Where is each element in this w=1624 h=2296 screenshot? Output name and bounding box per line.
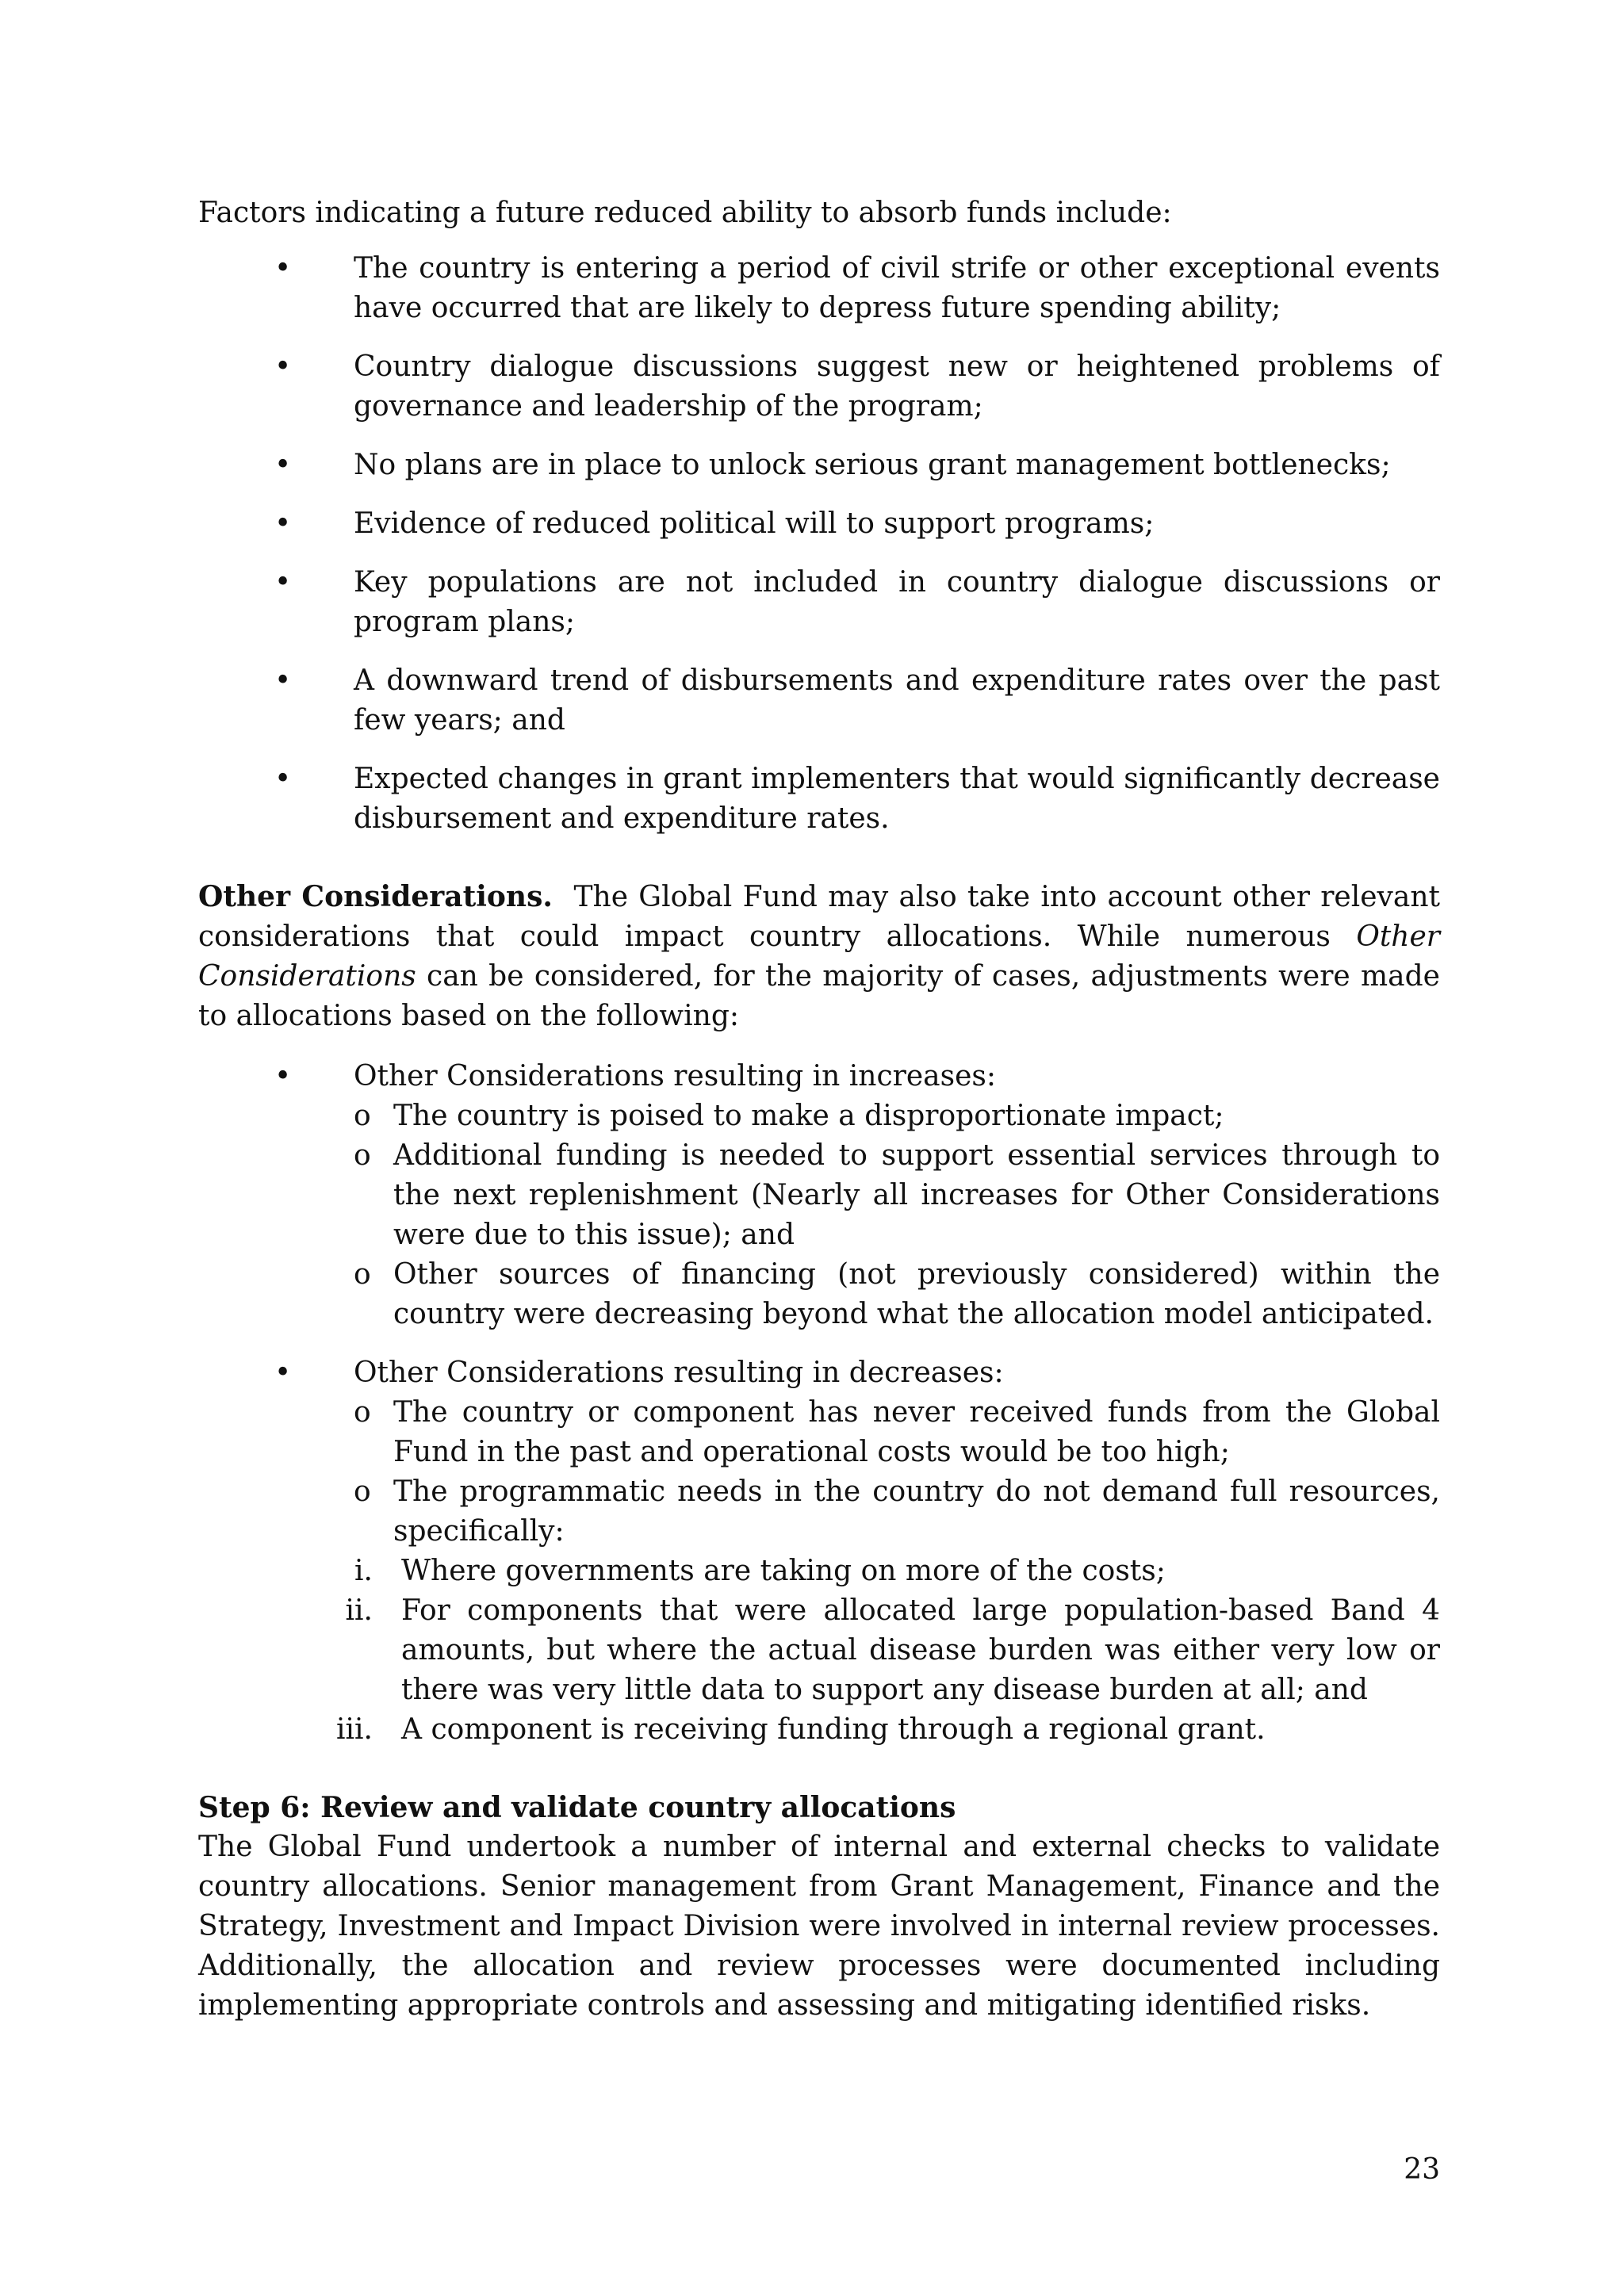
list-item: • Country dialogue discussions suggest new or heightened problems of governance and leadership of the program; bbox=[198, 347, 1440, 427]
roman-numeral: ii. bbox=[345, 1594, 373, 1627]
other-para-emphasis: Other Considerations bbox=[198, 920, 1440, 993]
sublist-text: Other sources of financing (not previously considered) within the country were decreasing beyond what the allocation model anticipated. bbox=[393, 1258, 1440, 1330]
list-item: • A downward trend of disbursements and expenditure rates over the past few years; and bbox=[198, 661, 1440, 740]
step6-heading: Step 6: Review and validate country allocations bbox=[198, 1791, 956, 1824]
increases-label: Other Considerations resulting in increases: bbox=[354, 1060, 996, 1093]
circle-bullet-icon: o bbox=[354, 1139, 371, 1172]
list-item bbox=[354, 1136, 1440, 1255]
circle-bullet-icon: o bbox=[354, 1100, 371, 1132]
circle-bullet-icon: o bbox=[354, 1475, 371, 1508]
increases-sublist bbox=[354, 1096, 1440, 1334]
roman-text: A component is receiving funding through a regional grant. bbox=[401, 1713, 1266, 1746]
list-item bbox=[354, 1472, 1440, 1552]
absorb-intro: Factors indicating a future reduced ability to absorb funds include: bbox=[198, 197, 1172, 229]
sublist-text: Additional funding is needed to support essential services through to the next replenishment (Nearly all increases for Other Considerations were due to this issue); and bbox=[393, 1139, 1440, 1251]
list-item bbox=[198, 1552, 1440, 1591]
list-item-increases bbox=[198, 1057, 1440, 1334]
roman-numeral: i. bbox=[354, 1555, 373, 1587]
sublist-text: The country is poised to make a disproportionate impact; bbox=[393, 1100, 1224, 1132]
other-considerations-heading: Other Considerations. bbox=[198, 880, 553, 913]
list-item: • Evidence of reduced political will to support programs; bbox=[198, 504, 1440, 544]
other-para-a: The Global Fund may also take into account other relevant considerations that could impact country allocations. While numerous bbox=[198, 881, 1440, 953]
list-item bbox=[198, 1591, 1440, 1710]
list-item: • Expected changes in grant implementers that would significantly decrease disbursement and expenditure rates. bbox=[198, 760, 1440, 839]
decreases-sublist bbox=[354, 1393, 1440, 1552]
list-item: • The country is entering a period of civil strife or other exceptional events have occurred that are likely to depress future spending ability; bbox=[198, 249, 1440, 328]
list-item bbox=[354, 1255, 1440, 1334]
other-para-b: can be considered, for the majority of cases, adjustments were made to allocations based on the following: bbox=[198, 960, 1440, 1032]
list-item: • Key populations are not included in country dialogue discussions or program plans; bbox=[198, 563, 1440, 642]
roman-text: Where governments are taking on more of the costs; bbox=[401, 1555, 1166, 1587]
list-item bbox=[198, 1710, 1440, 1750]
other-considerations-list bbox=[198, 1057, 1440, 1552]
list-item: • No plans are in place to unlock serious grant management bottlenecks; bbox=[198, 446, 1440, 485]
page-number: 23 bbox=[1404, 2153, 1440, 2186]
roman-numeral-list bbox=[198, 1552, 1440, 1750]
roman-numeral: iii. bbox=[336, 1713, 373, 1746]
sublist-text: The country or component has never received funds from the Global Fund in the past and operational costs would be too high; bbox=[393, 1396, 1440, 1468]
list-item-decreases bbox=[198, 1353, 1440, 1552]
list-item bbox=[354, 1393, 1440, 1472]
page-content bbox=[198, 193, 1440, 2026]
circle-bullet-icon: o bbox=[354, 1258, 371, 1291]
decreases-label: Other Considerations resulting in decreases: bbox=[354, 1357, 1004, 1389]
other-considerations-paragraph bbox=[198, 877, 1440, 1036]
sublist-text: The programmatic needs in the country do not demand full resources, specifically: bbox=[393, 1475, 1440, 1548]
absorb-factor-list bbox=[198, 249, 1440, 839]
circle-bullet-icon: o bbox=[354, 1396, 371, 1429]
step6-body: The Global Fund undertook a number of internal and external checks to validate country allocations. Senior management from Grant Management, Finance and the Strategy, Investment and Impact Division were involved in internal review processes. Additionally, the allocation and review processes were documented including implementing appropriate controls and assessing and mitigating identified risks. bbox=[198, 1831, 1440, 2022]
roman-text: For components that were allocated large population-based Band 4 amounts, but where the actual disease burden was either very low or there was very little data to support any disease burden at all; and bbox=[401, 1594, 1440, 1706]
list-item bbox=[354, 1096, 1440, 1136]
